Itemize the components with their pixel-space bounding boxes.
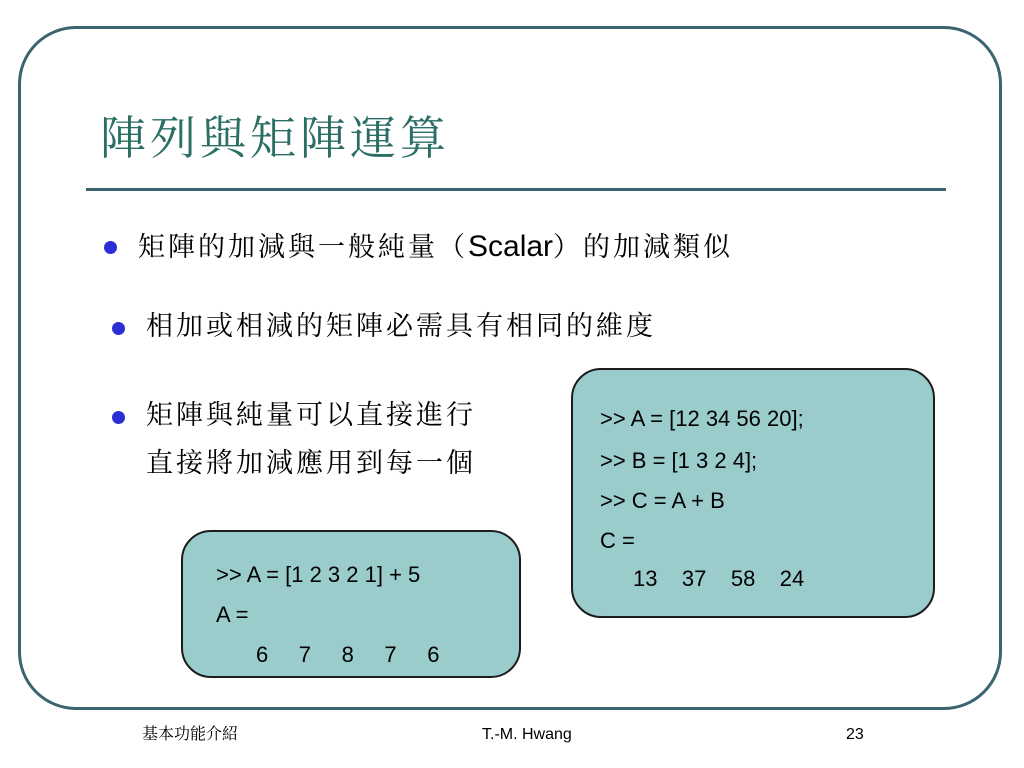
bullet-3	[146, 400, 476, 479]
code-line: C =	[600, 528, 635, 553]
code-line: >> C = A + B	[600, 488, 725, 513]
footer-page-number: 23	[846, 726, 864, 743]
slide-title: 陣列與矩陣運算	[100, 111, 450, 165]
bullet-3-line-1: 矩陣與純量可以直接進行	[146, 400, 476, 431]
bullet-2-text: 相加或相減的矩陣必需具有相同的維度	[146, 311, 656, 342]
bullet-1-text-post: ）的加減類似	[553, 232, 734, 263]
bullet-dot-icon	[104, 241, 117, 254]
code-result: 13 37 58 24	[633, 566, 805, 591]
bullet-1	[138, 232, 733, 262]
footer-author: T.-M. Hwang	[482, 726, 572, 743]
bullet-1-text-pre: 矩陣的加減與一般純量（	[138, 232, 468, 263]
bullet-dot-icon	[112, 322, 125, 335]
code-line: >> A = [12 34 56 20];	[600, 406, 804, 431]
bullet-1-text-latin: Scalar	[468, 230, 554, 263]
title-underline	[86, 188, 946, 191]
code-result: 6 7 8 7 6	[256, 642, 440, 667]
footer-left: 基本功能介紹	[142, 726, 239, 743]
bullet-dot-icon	[112, 411, 125, 424]
bullet-3-line-2: 直接將加減應用到每一個	[146, 448, 476, 479]
code-box-left	[181, 530, 521, 678]
code-line: >> A = [1 2 3 2 1] + 5	[216, 562, 421, 587]
code-box-right	[571, 368, 935, 618]
code-line: A =	[216, 602, 249, 627]
code-line: >> B = [1 3 2 4];	[600, 448, 758, 473]
bullet-2	[146, 313, 656, 340]
